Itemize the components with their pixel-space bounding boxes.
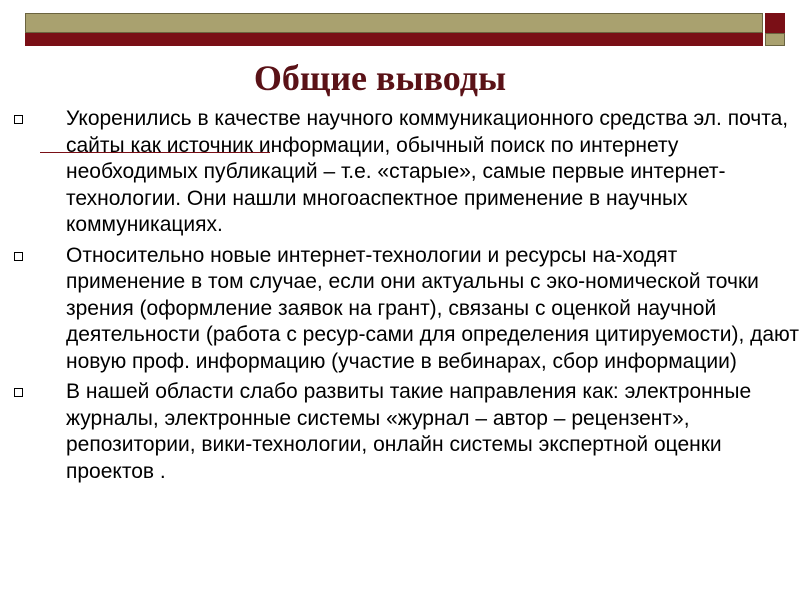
bullet-text-2: Относительно новые интернет-технологии и ресурсы на-ходят применение в том случае, если они актуальны с эко-номической точки зрения (оформление заявок на грант), связаны с оценкой научной деятельности (работа с ресур-сами для определения цитируемости), дают новую проф. информацию (участие в вебинарах, сбор информации)	[66, 243, 799, 373]
header-bar-olive	[25, 13, 763, 33]
bullet-item-2	[14, 243, 800, 376]
bullet-list	[14, 106, 800, 489]
hollow-square-icon	[14, 115, 23, 124]
bullet-item-1	[14, 106, 800, 239]
slide-title: Общие выводы	[253, 58, 507, 98]
header-bar-maroon	[25, 33, 763, 46]
header-corner-olive	[765, 33, 785, 46]
hollow-square-icon	[14, 252, 23, 261]
hollow-square-icon	[14, 388, 23, 397]
bullet-text-1: Укоренились в качестве научного коммуникационного средства эл. почта, сайты как источник информации, обычный поиск по интернету необходимых публикаций – т.е. «старые», самые первые интернет-технологии. Они нашли многоаспектное применение в научных коммуникациях.	[66, 107, 789, 236]
header-corner-maroon	[765, 13, 785, 33]
bullet-item-3	[14, 379, 800, 485]
bullet-text-3: В нашей области слабо развиты такие направления как: электронные журналы, электронные системы «журнал – автор – рецензент», репозитории, вики-технологии, онлайн системы экспертной оценки проектов .	[66, 380, 752, 483]
